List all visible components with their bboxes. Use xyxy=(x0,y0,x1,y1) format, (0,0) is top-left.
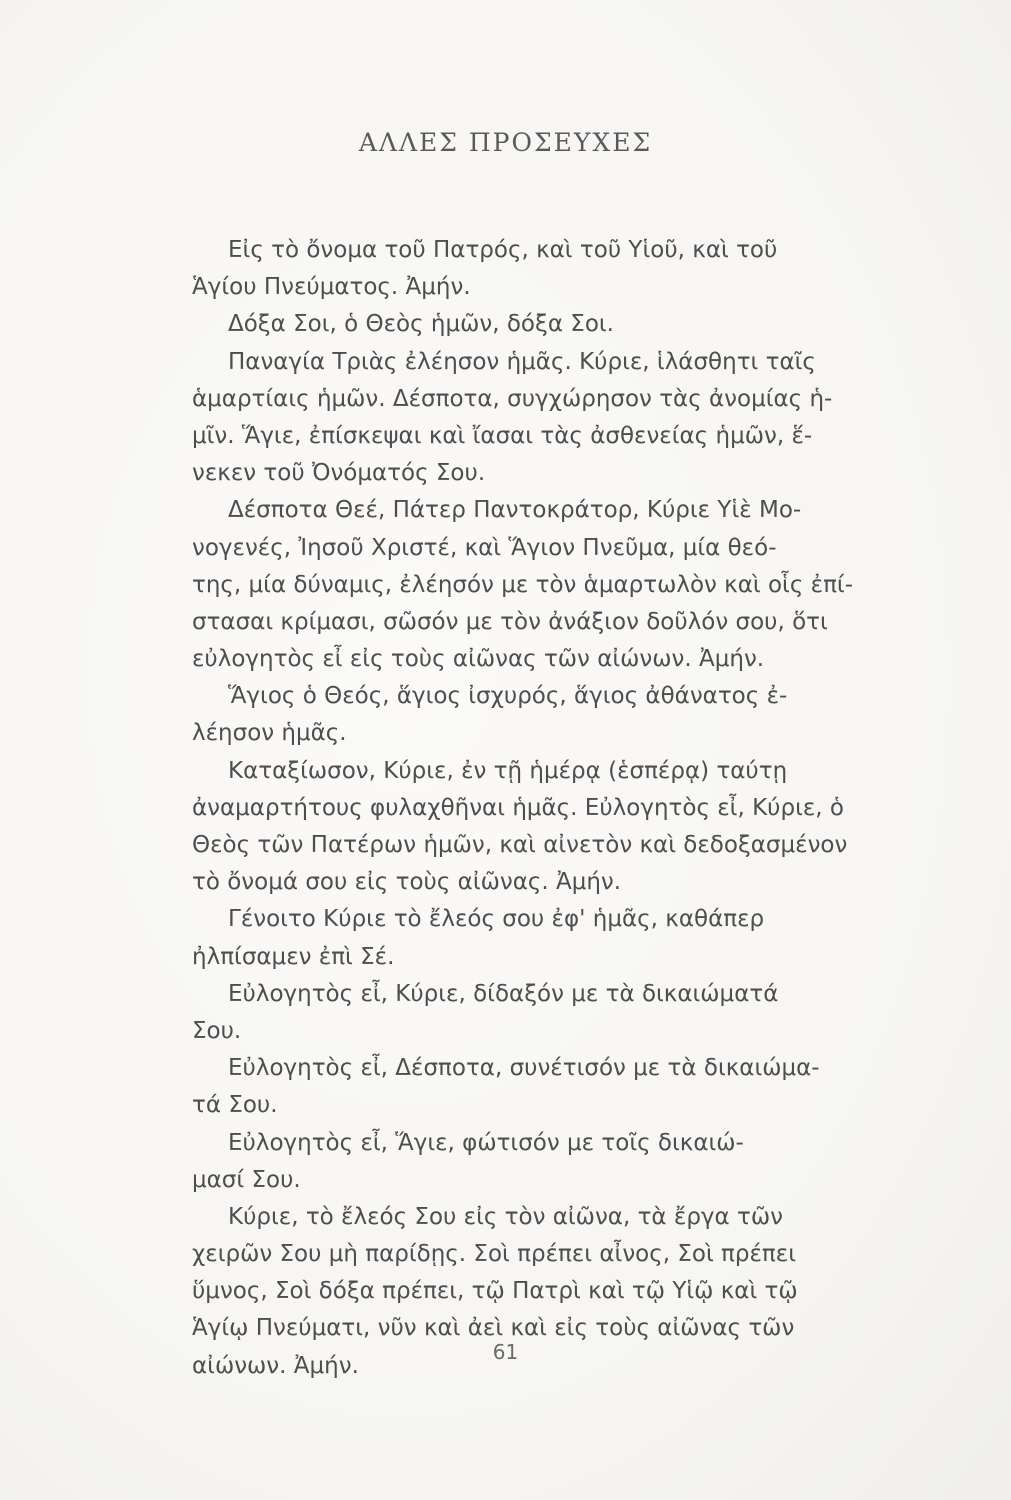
text-line: Θεὸς τῶν Πατέρων ἡμῶν, καὶ αἰνετὸν καὶ δεδοξασμένον xyxy=(192,832,848,858)
text-line: Δόξα Σοι, ὁ Θεὸς ἡμῶν, δόξα Σοι. xyxy=(228,311,614,338)
text-line: αἰώνων. Ἀμήν. xyxy=(192,1352,359,1379)
text-line: Εἰς τὸ ὄνομα τοῦ Πατρός, καὶ τοῦ Υἱοῦ, καὶ τοῦ xyxy=(228,237,778,263)
text-line: Εὐλογητὸς εἶ, Ἅγιε, φώτισόν με τοῖς δικαιώ- xyxy=(228,1129,744,1156)
text-line: Δέσποτα Θεέ, Πάτερ Παντοκράτορ, Κύριε Υἱὲ Μο- xyxy=(228,497,802,524)
text-line: Γένοιτο Κύριε τὸ ἔλεός σου ἐφ' ἡμᾶς, καθάπερ xyxy=(228,906,765,933)
text-line: ὕμνος, Σοὶ δόξα πρέπει, τῷ Πατρὶ καὶ τῷ Υἱῷ καὶ τῷ xyxy=(192,1278,798,1305)
text-line: Ἅγιος ὁ Θεός, ἅγιος ἰσχυρός, ἅγιος ἀθάνατος ἐ- xyxy=(228,683,788,710)
text-line: Κύριε, τὸ ἔλεός Σου εἰς τὸν αἰῶνα, τὰ ἔργα τῶν xyxy=(228,1203,783,1230)
text-line: λέησον ἡμᾶς. xyxy=(192,720,347,747)
text-line: Παναγία Τριὰς ἐλέησον ἡμᾶς. Κύριε, ἱλάσθητι ταῖς xyxy=(228,348,816,375)
text-line: μῖν. Ἅγιε, ἐπίσκεψαι καὶ ἴασαι τὰς ἀσθενείας ἡμῶν, ἕ- xyxy=(192,422,813,449)
text-line: νεκεν τοῦ Ὀνόματός Σου. xyxy=(192,460,486,487)
text-line: Εὐλογητὸς εἶ, Κύριε, δίδαξόν με τὰ δικαιώματά xyxy=(228,980,779,1007)
text-line: στασαι κρίμασι, σῶσόν με τὸν ἀνάξιον δοῦλόν σου, ὅτι xyxy=(192,608,828,635)
text-line: τὸ ὄνομά σου εἰς τοὺς αἰῶνας. Ἀμήν. xyxy=(192,869,622,896)
text-line: Σου. xyxy=(192,1017,242,1044)
text-line: ἀναμαρτήτους φυλαχθῆναι ἡμᾶς. Εὐλογητὸς εἶ, Κύριε, ὁ xyxy=(192,794,844,821)
text-line: χειρῶν Σου μὴ παρίδῃς. Σοὶ πρέπει αἶνος, Σοὶ πρέπει xyxy=(192,1241,796,1268)
text-line: Εὐλογητὸς εἶ, Δέσποτα, συνέτισόν με τὰ δικαιώμα- xyxy=(228,1055,820,1082)
prayer-text xyxy=(192,232,882,1385)
text-line: Ἁγίου Πνεύματος. Ἀμήν. xyxy=(192,274,471,301)
page-heading: ΑΛΛΕΣ ΠΡΟΣΕΥΧΕΣ xyxy=(358,128,653,157)
text-line: ἁμαρτίαις ἡμῶν. Δέσποτα, συγχώρησον τὰς ἀνομίας ἡ- xyxy=(192,385,833,412)
text-line: Καταξίωσον, Κύριε, ἐν τῇ ἡμέρᾳ (ἑσπέρᾳ) ταύτῃ xyxy=(228,757,788,784)
text-line: της, μία δύναμις, ἐλέησόν με τὸν ἁμαρτωλὸν καὶ οἷς ἐπί- xyxy=(192,571,854,598)
text-line: εὐλογητὸς εἶ εἰς τοὺς αἰῶνας τῶν αἰώνων. Ἀμήν. xyxy=(192,646,765,673)
text-line: Ἁγίῳ Πνεύματι, νῦν καὶ ἀεὶ καὶ εἰς τοὺς αἰῶνας τῶν xyxy=(192,1315,795,1342)
text-line: νογενές, Ἰησοῦ Χριστέ, καὶ Ἅγιον Πνεῦμα, μία θεό- xyxy=(192,534,777,561)
text-line: μασί Σου. xyxy=(192,1166,301,1193)
text-line: ἠλπίσαμεν ἐπὶ Σέ. xyxy=(192,943,395,970)
page-number: 61 xyxy=(492,1340,519,1364)
text-line: τά Σου. xyxy=(192,1092,278,1119)
